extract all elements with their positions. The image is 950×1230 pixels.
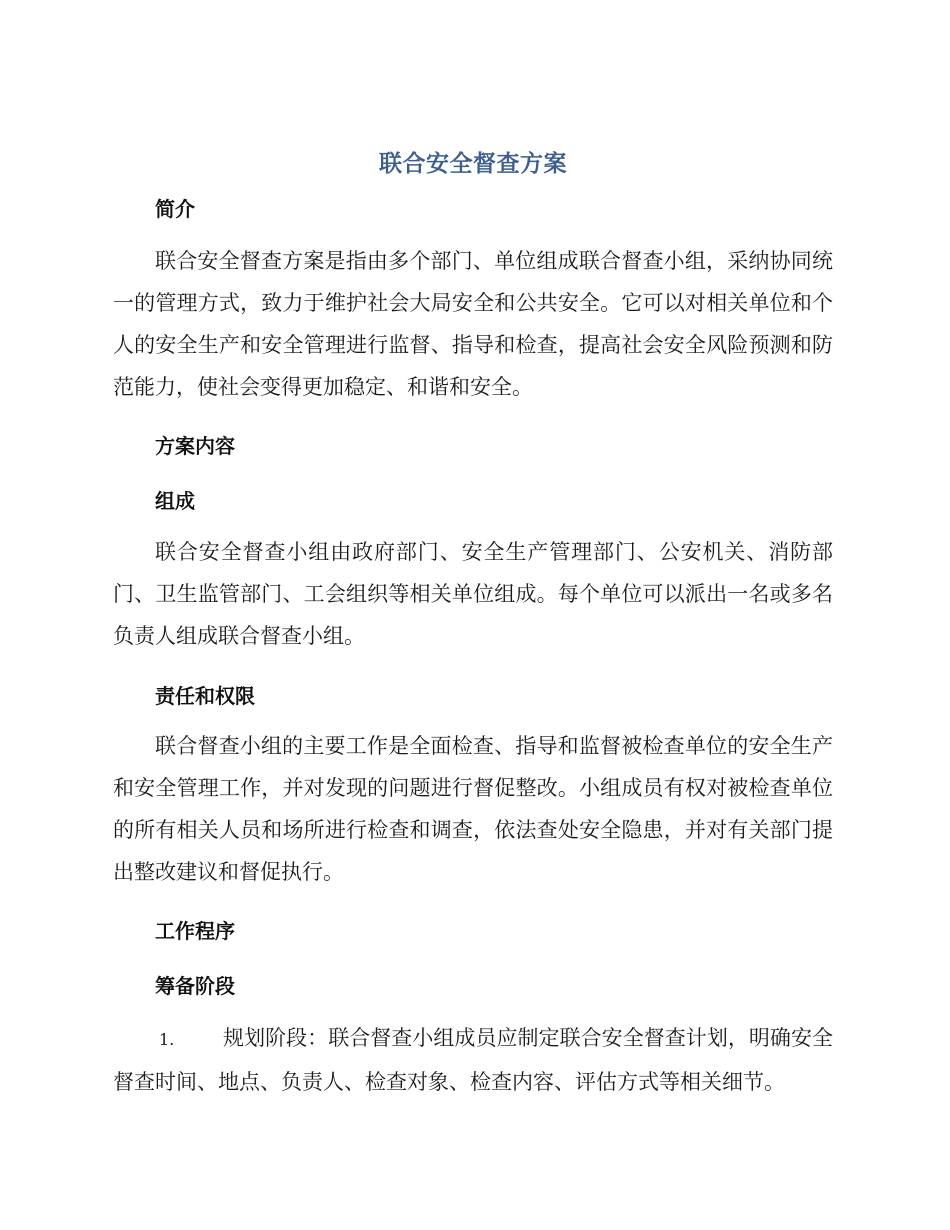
heading-responsibility: 责任和权限 <box>155 684 255 708</box>
list-item-text: 规划阶段：联合督查小组成员应制定联合安全督查计划，明确安全督查时间、地点、负责人、检查对象、检查内容、评估方式等相关细节。 <box>113 1026 833 1094</box>
paragraph-intro: 联合安全督查方案是指由多个部门、单位组成联合督查小组，采纳协同统一的管理方式，致力于维护社会大局安全和公共安全。它可以对相关单位和个人的安全生产和安全管理进行监督、指导和检查，提高社会安全风险预测和防范能力，使社会变得更加稳定、和谐和安全。 <box>113 249 833 399</box>
heading-composition: 组成 <box>155 489 195 513</box>
paragraph-responsibility: 联合督查小组的主要工作是全面检查、指导和监督被检查单位的安全生产和安全管理工作，并对发现的问题进行督促整改。小组成员有权对被检查单位的所有相关人员和场所进行检查和调查，依法查处安全隐患，并对有关部门提出整改建议和督促执行。 <box>113 734 833 884</box>
document-title: 联合安全督查方案 <box>379 151 567 177</box>
heading-preparation: 筹备阶段 <box>155 974 235 998</box>
heading-intro: 简介 <box>155 197 195 221</box>
heading-content: 方案内容 <box>155 434 235 458</box>
paragraph-composition: 联合安全督查小组由政府部门、安全生产管理部门、公安机关、消防部门、卫生监管部门、工会组织等相关单位组成。每个单位可以派出一名或多名负责人组成联合督查小组。 <box>113 540 833 648</box>
list-item-number: 1. <box>159 1030 175 1049</box>
heading-procedure: 工作程序 <box>155 919 235 943</box>
list-item <box>113 1017 833 1103</box>
